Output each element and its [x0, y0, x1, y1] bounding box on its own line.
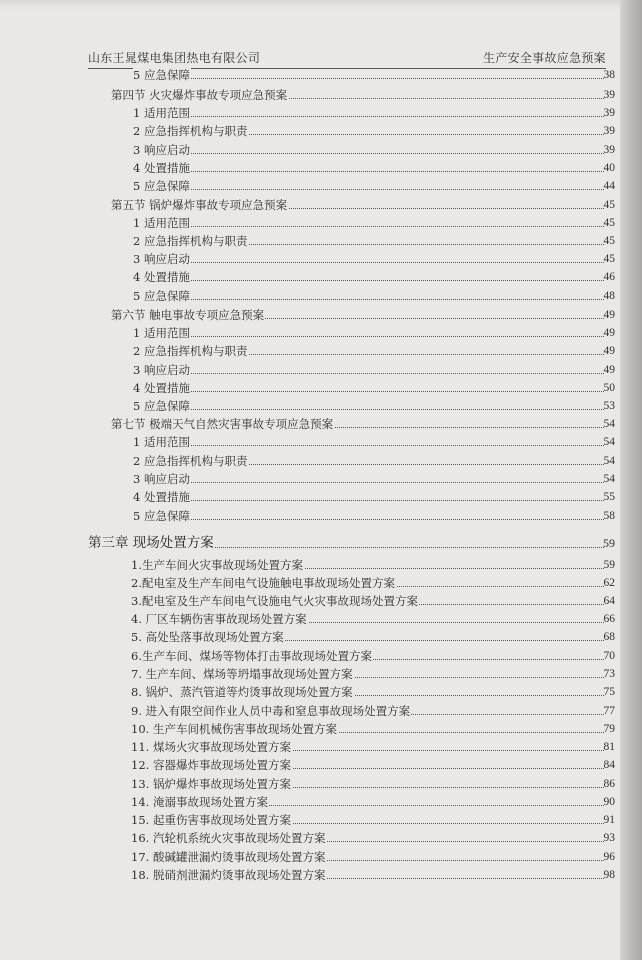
toc-entry-title: 18. 脱硝剂泄漏灼烫事故现场处置方案 [131, 868, 326, 882]
toc-entry [133, 159, 614, 177]
toc-page-number: 49 [603, 327, 615, 339]
toc-entry [133, 397, 614, 415]
toc-page-number: 49 [603, 345, 615, 357]
toc-entry [131, 866, 614, 884]
toc-entry [133, 324, 614, 342]
toc-entry-title: 5 应急保障 [133, 399, 190, 413]
toc-entry-title: 13. 锅炉爆炸事故现场处置方案 [131, 777, 291, 791]
toc-entry [133, 104, 614, 122]
toc-page-number: 39 [603, 144, 615, 156]
toc-entry-title: 4 处置措施 [133, 161, 190, 175]
toc-entry [111, 196, 614, 214]
toc-entry [131, 665, 614, 683]
toc-entry [131, 811, 614, 829]
dot-leader [133, 262, 604, 263]
toc-entry [133, 141, 614, 159]
toc-page-number: 39 [603, 107, 615, 119]
toc-entry [133, 177, 614, 195]
toc-page-number: 38 [603, 69, 615, 81]
toc-entry [133, 452, 614, 470]
toc-page-number: 54 [603, 455, 615, 467]
toc-page-number: 48 [603, 290, 615, 302]
toc-entry-title: 3 响应启动 [133, 143, 190, 157]
dot-leader [133, 171, 604, 172]
toc-entry-title: 4. 厂区车辆伤害事故现场处置方案 [131, 612, 307, 626]
toc-page-number: 45 [603, 235, 615, 247]
dot-leader [133, 336, 604, 337]
toc-entry [131, 628, 614, 646]
dot-leader [133, 482, 604, 483]
toc-entry [131, 592, 614, 610]
dot-leader [133, 299, 604, 300]
toc-entry-title: 3 响应启动 [133, 472, 190, 486]
toc-page-number: 81 [603, 741, 615, 753]
toc-entry [131, 829, 614, 847]
toc-entry-title: 2 应急指挥机构与职责 [133, 234, 248, 248]
toc-page-number: 73 [603, 668, 615, 680]
toc-entry-title: 5 应急保障 [133, 509, 190, 523]
toc-entry-title: 2 应急指挥机构与职责 [133, 454, 248, 468]
toc-page-number: 66 [603, 613, 615, 625]
toc-entry-title: 5 应急保障 [133, 68, 190, 82]
toc-entry-title: 1.生产车间火灾事故现场处置方案 [131, 558, 303, 572]
dot-leader [133, 153, 604, 154]
company-name: 山东王晁煤电集团热电有限公司 [88, 51, 261, 65]
dot-leader [133, 78, 604, 79]
toc-entry [133, 232, 614, 250]
toc-page-number: 54 [603, 473, 615, 485]
toc-chapter-entry [88, 532, 614, 554]
toc-page-number: 79 [603, 723, 615, 735]
toc-entry-title: 3 响应启动 [133, 252, 190, 266]
toc-entry [131, 756, 614, 774]
toc-page-number: 98 [603, 869, 615, 881]
toc-page-number: 84 [603, 759, 615, 771]
toc-entry-title: 17. 酸碱罐泄漏灼烫事故现场处置方案 [131, 850, 326, 864]
toc-entry-title: 15. 起重伤害事故现场处置方案 [131, 813, 291, 827]
toc-entry-title: 4 处置措施 [133, 381, 190, 395]
toc-entry [111, 306, 614, 324]
toc-entry-title: 第三章 现场处置方案 [88, 532, 215, 554]
document-title: 生产安全事故应急预案 [482, 51, 606, 65]
toc-page-number: 39 [603, 89, 615, 101]
toc-page-number: 54 [603, 436, 615, 448]
toc-entry-title: 5. 高处坠落事故现场处置方案 [131, 630, 284, 644]
toc-entry-title: 第四节 火灾爆炸事故专项应急预案 [111, 88, 288, 102]
toc-entry-title: 1 适用范围 [133, 106, 190, 120]
toc-entry [133, 268, 614, 286]
toc-entry-title: 7. 生产车间、煤场等坍塌事故现场处置方案 [131, 667, 353, 681]
toc-entry-title: 第五节 锅炉爆炸事故专项应急预案 [111, 198, 288, 212]
toc-entry-title: 2.配电室及生产车间电气设施触电事故现场处置方案 [131, 576, 395, 590]
toc-entry-title: 6.生产车间、煤场等物体打击事故现场处置方案 [131, 649, 372, 663]
toc-entry-title: 9. 进入有限空间作业人员中毒和窒息事故现场处置方案 [131, 704, 411, 718]
toc-entry [111, 86, 614, 104]
toc-entry [133, 507, 614, 525]
toc-entry [131, 647, 614, 665]
toc-page-number: 59 [603, 536, 615, 550]
dot-leader [133, 226, 604, 227]
toc-entry [131, 738, 614, 756]
dot-leader [133, 445, 604, 446]
toc-entry-title: 2 应急指挥机构与职责 [133, 124, 248, 138]
toc-page-number: 91 [603, 814, 615, 826]
dot-leader [133, 519, 604, 520]
toc-entry-title: 12. 容器爆炸事故现场处置方案 [131, 758, 291, 772]
toc-entry-title: 第七节 极端天气自然灾害事故专项应急预案 [111, 417, 334, 431]
toc-page-number: 58 [603, 510, 615, 522]
toc-entry [131, 848, 614, 866]
toc-entry-title: 11. 煤场火灾事故现场处置方案 [131, 740, 291, 754]
toc-entry [133, 287, 614, 305]
toc-page-number: 49 [603, 364, 615, 376]
toc-entry [131, 702, 614, 720]
toc-entry [133, 66, 614, 84]
toc-entry [133, 361, 614, 379]
toc-entry-title: 3.配电室及生产车间电气设施电气火灾事故现场处置方案 [131, 594, 418, 608]
toc-entry [131, 574, 614, 592]
toc-entry-title: 1 适用范围 [133, 326, 190, 340]
toc-entry-title: 3 响应启动 [133, 363, 190, 377]
toc-entry-title: 5 应急保障 [133, 179, 190, 193]
toc-entry [131, 775, 614, 793]
toc-page-number: 59 [603, 559, 615, 571]
dot-leader [133, 189, 604, 190]
toc-entry-title: 4 处置措施 [133, 270, 190, 284]
toc-page-number: 77 [603, 705, 615, 717]
toc-entry-title: 8. 锅炉、蒸汽管道等灼烫事故现场处置方案 [131, 685, 353, 699]
toc-page-number: 49 [603, 309, 615, 321]
toc-entry-title: 1 适用范围 [133, 435, 190, 449]
toc-entry [133, 379, 614, 397]
toc-page-number: 64 [603, 595, 615, 607]
toc-entry [131, 793, 614, 811]
toc-page-number: 50 [603, 382, 615, 394]
toc-page-number: 70 [603, 650, 615, 662]
toc-entry-title: 第六节 触电事故专项应急预案 [111, 308, 265, 322]
toc-entry [131, 610, 614, 628]
toc-entry [133, 342, 614, 360]
toc-page-number: 45 [603, 253, 615, 265]
toc-entry-title: 2 应急指挥机构与职责 [133, 344, 248, 358]
toc-page-number: 86 [603, 778, 615, 790]
dot-leader [133, 116, 604, 117]
toc-page-number: 55 [603, 491, 615, 503]
toc-entry-title: 10. 生产车间机械伤害事故现场处置方案 [131, 722, 337, 736]
toc-page-number: 44 [603, 180, 615, 192]
toc-page-number: 53 [603, 400, 615, 412]
toc-entry [133, 122, 614, 140]
toc-page-number: 45 [603, 217, 615, 229]
toc-entry [133, 433, 614, 451]
dot-leader [133, 500, 604, 501]
toc-entry-title: 14. 淹溺事故现场处置方案 [131, 795, 268, 809]
toc-page-number: 46 [603, 271, 615, 283]
toc-entry [131, 556, 614, 574]
toc-entry-title: 16. 汽轮机系统火灾事故现场处置方案 [131, 831, 326, 845]
dot-leader [133, 409, 604, 410]
toc-page-number: 45 [603, 199, 615, 211]
dot-leader [133, 373, 604, 374]
dot-leader [133, 280, 604, 281]
toc-page-number: 62 [603, 577, 615, 589]
toc-entry-title: 1 适用范围 [133, 216, 190, 230]
toc-entry-title: 4 处置措施 [133, 490, 190, 504]
toc-page-number: 54 [603, 418, 615, 430]
toc-page-number: 68 [603, 631, 615, 643]
toc-page-number: 93 [603, 832, 615, 844]
toc-entry [133, 488, 614, 506]
toc-entry-title: 5 应急保障 [133, 289, 190, 303]
toc-page-number: 75 [603, 686, 615, 698]
toc-entry [131, 720, 614, 738]
toc-page-number: 96 [603, 851, 615, 863]
toc-entry [131, 683, 614, 701]
toc-page-number: 39 [603, 125, 615, 137]
toc-page-number: 90 [603, 796, 615, 808]
toc-entry [133, 470, 614, 488]
toc-entry [133, 250, 614, 268]
dot-leader [133, 391, 604, 392]
toc-entry [111, 415, 614, 433]
toc-page-number: 40 [603, 162, 615, 174]
toc-entry [133, 214, 614, 232]
